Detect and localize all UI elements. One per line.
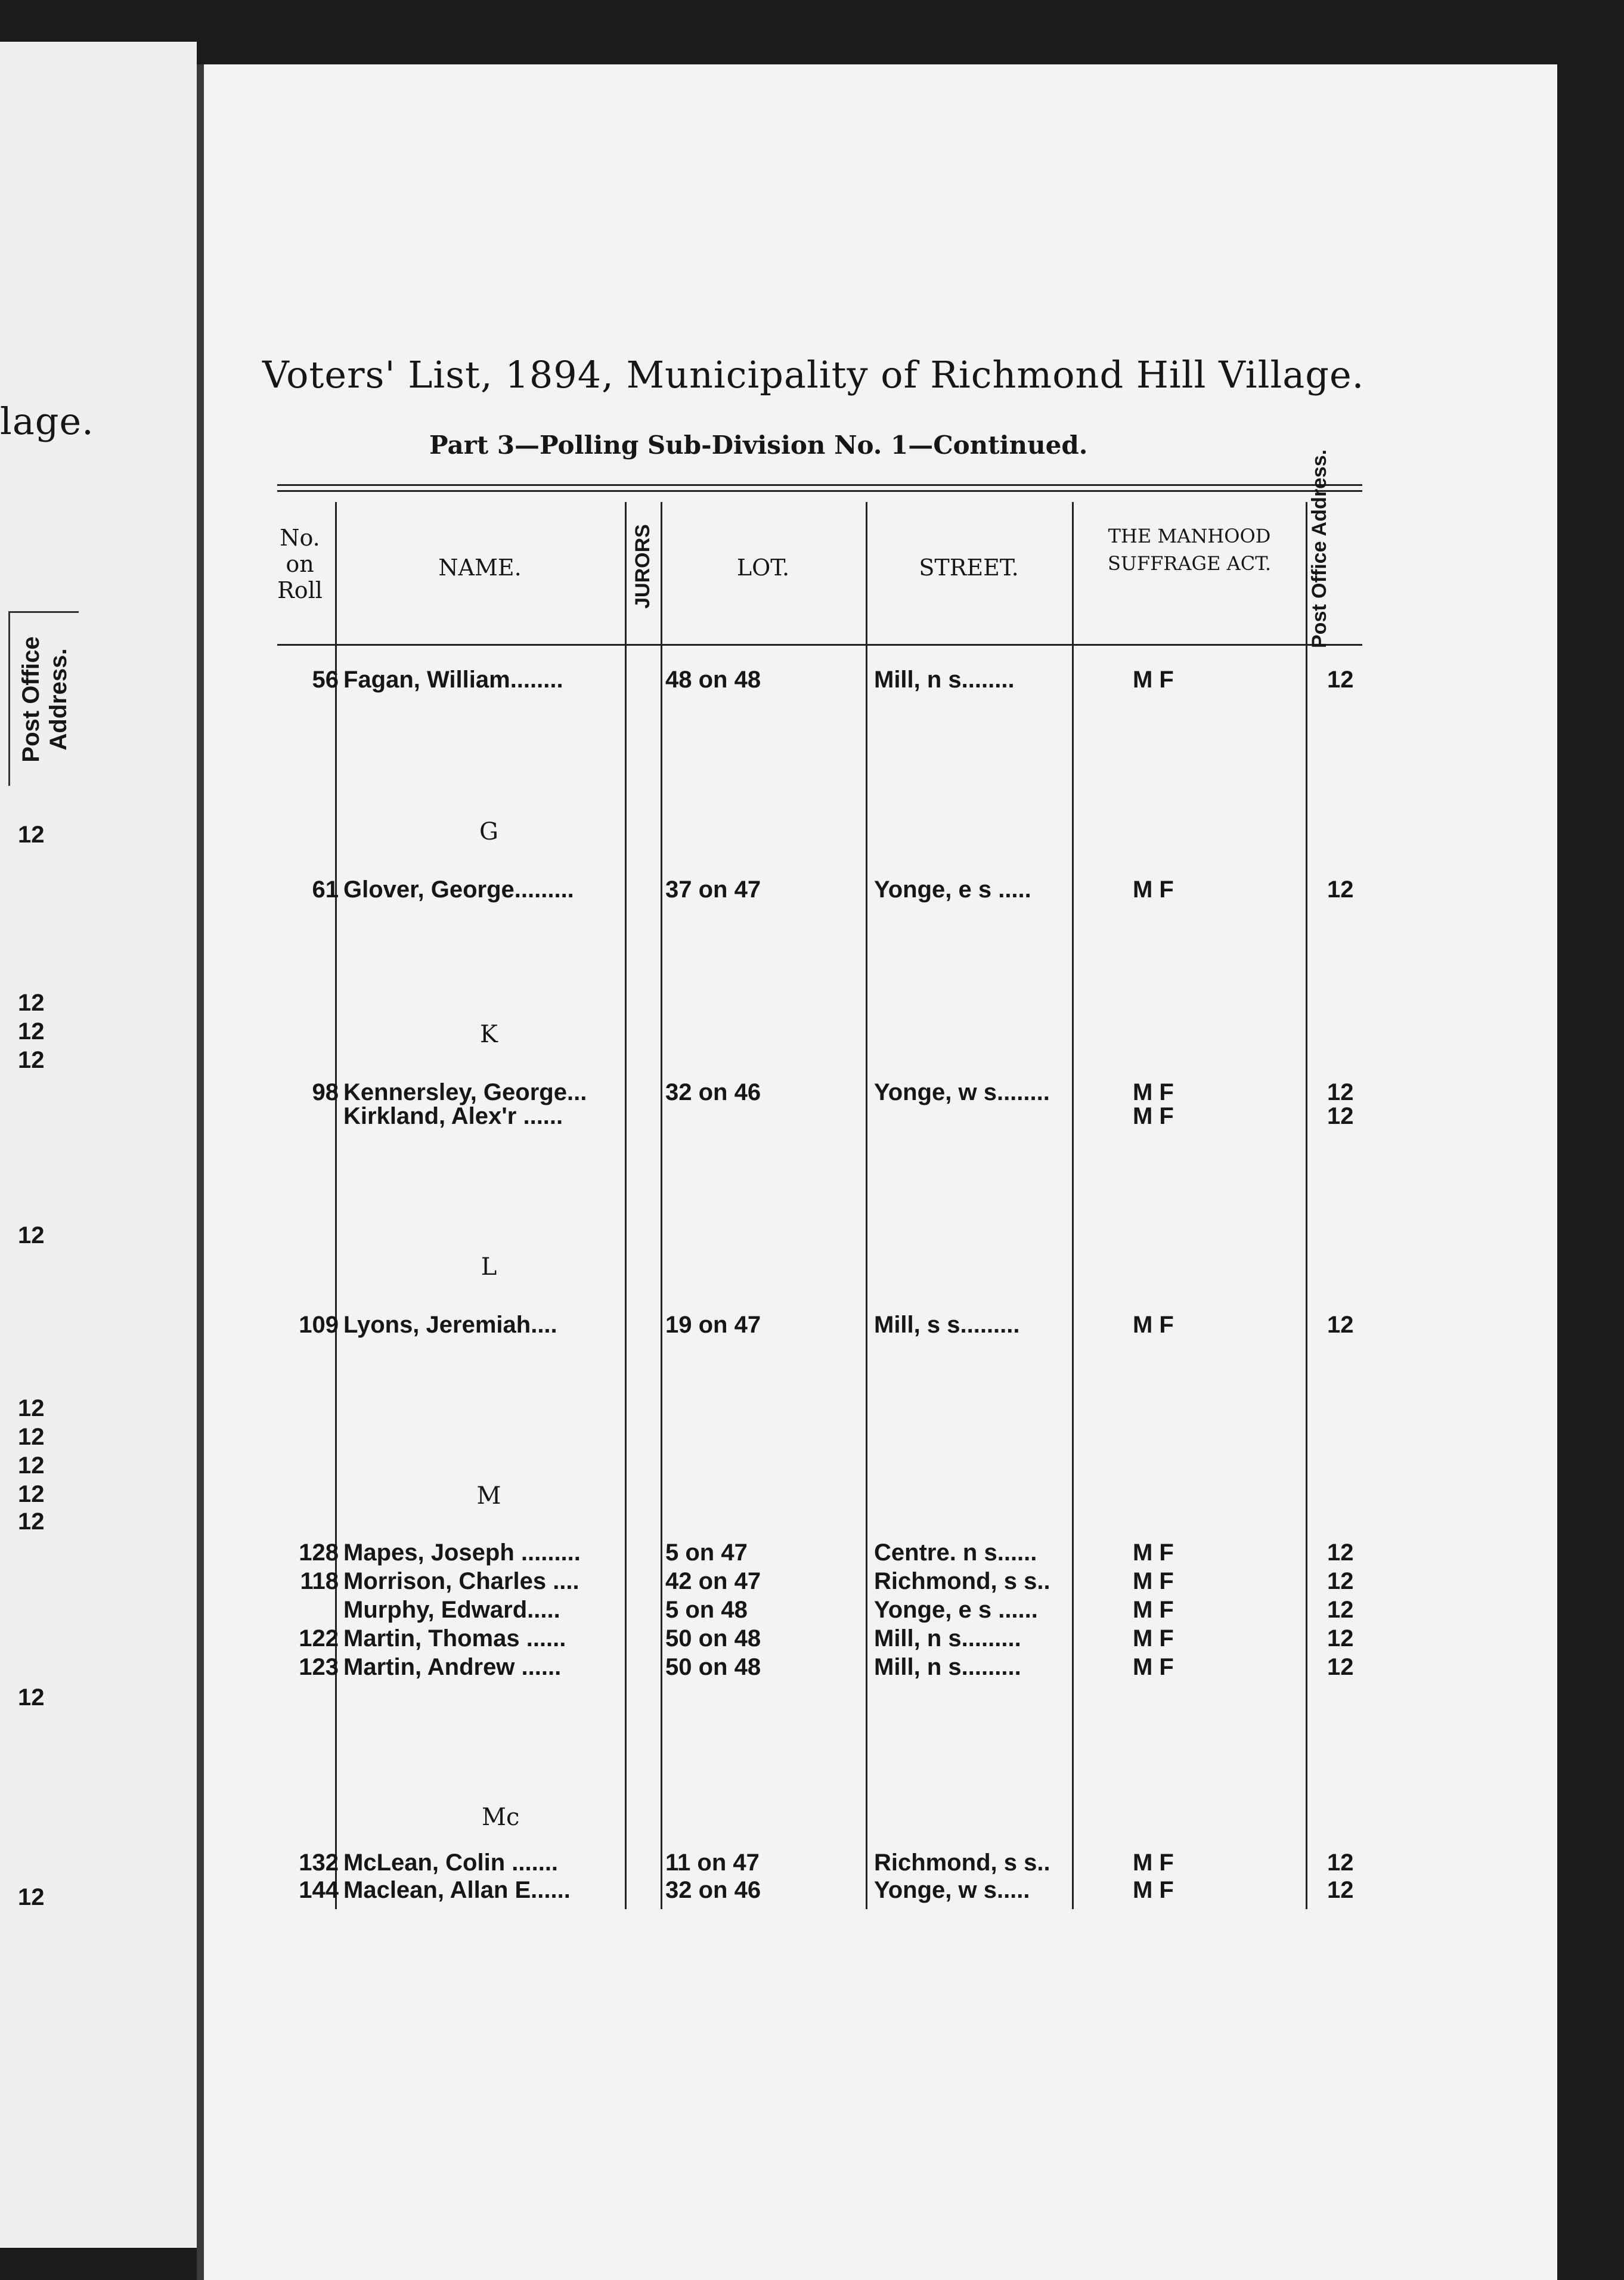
voter-street: Yonge, w s........ bbox=[874, 1079, 1050, 1105]
previous-page-post-office-value: 12 bbox=[18, 1884, 45, 1910]
header-rule-top bbox=[277, 484, 1362, 486]
voter-name: Martin, Thomas ...... bbox=[343, 1625, 566, 1652]
voter-po: 12 bbox=[1327, 1079, 1354, 1105]
voter-act: M F bbox=[1133, 1103, 1174, 1129]
voter-po: 12 bbox=[1327, 876, 1354, 903]
voter-lot: 32 on 46 bbox=[665, 1877, 761, 1903]
previous-page-post-office-value: 12 bbox=[18, 1481, 45, 1507]
column-divider-jurors bbox=[661, 502, 662, 1909]
voter-name: Morrison, Charles .... bbox=[343, 1568, 579, 1594]
voter-po: 12 bbox=[1327, 1312, 1354, 1338]
voter-roll: 132 bbox=[299, 1850, 339, 1876]
previous-page bbox=[0, 42, 197, 2248]
previous-page-post-office-value: 12 bbox=[18, 1018, 45, 1045]
voter-lot: 19 on 47 bbox=[665, 1312, 761, 1338]
voter-name: Martin, Andrew ...... bbox=[343, 1654, 562, 1680]
voter-roll: 98 bbox=[312, 1079, 339, 1105]
header-jurors: JURORS bbox=[631, 524, 654, 609]
voter-lot: 5 on 47 bbox=[665, 1539, 748, 1566]
voter-po: 12 bbox=[1327, 1654, 1354, 1680]
voter-act: M F bbox=[1133, 1625, 1174, 1652]
section-letter: Mc bbox=[482, 1804, 520, 1831]
voter-street: Yonge, e s ..... bbox=[874, 876, 1031, 903]
voter-lot: 32 on 46 bbox=[665, 1079, 761, 1105]
previous-page-post-office-value: 12 bbox=[18, 1424, 45, 1450]
voter-street: Mill, s s......... bbox=[874, 1312, 1020, 1338]
voter-po: 12 bbox=[1327, 1625, 1354, 1652]
voter-act: M F bbox=[1133, 876, 1174, 903]
header-name: NAME. bbox=[438, 554, 522, 581]
previous-page-post-office-value: 12 bbox=[18, 1684, 45, 1711]
voter-act: M F bbox=[1133, 1877, 1174, 1903]
voter-name: Glover, George......... bbox=[343, 876, 574, 903]
header-street: STREET. bbox=[919, 554, 1019, 581]
previous-page-title-fragment: lage. bbox=[0, 399, 94, 443]
section-letter: M bbox=[476, 1482, 501, 1510]
previous-page-post-office-value: 12 bbox=[18, 1047, 45, 1073]
voter-roll: 122 bbox=[299, 1625, 339, 1652]
voter-street: Richmond, s s.. bbox=[874, 1850, 1050, 1876]
voter-act: M F bbox=[1133, 1079, 1174, 1105]
voter-roll: 109 bbox=[299, 1312, 339, 1338]
header-no-on-roll: No. on Roll bbox=[277, 525, 323, 603]
voter-po: 12 bbox=[1327, 1103, 1354, 1129]
voter-roll: 123 bbox=[299, 1654, 339, 1680]
header-rule-bottom bbox=[277, 644, 1362, 646]
header-post-office-address: Post Office Address. bbox=[1308, 449, 1331, 648]
voter-street: Mill, n s......... bbox=[874, 1625, 1021, 1652]
column-divider-street bbox=[1072, 502, 1074, 1909]
voter-name: Fagan, William........ bbox=[343, 667, 563, 693]
section-letter: K bbox=[480, 1021, 498, 1048]
voter-name: Lyons, Jeremiah.... bbox=[343, 1312, 557, 1338]
voter-name: Kirkland, Alex'r ...... bbox=[343, 1103, 563, 1129]
previous-page-post-office-value: 12 bbox=[18, 1395, 45, 1421]
voter-roll: 56 bbox=[312, 667, 339, 693]
voter-act: M F bbox=[1133, 1597, 1174, 1623]
voter-lot: 11 on 47 bbox=[665, 1850, 760, 1876]
previous-page-post-office-value: 12 bbox=[18, 822, 45, 848]
voter-roll: 61 bbox=[312, 876, 339, 903]
voter-lot: 42 on 47 bbox=[665, 1568, 761, 1594]
previous-page-column-header bbox=[8, 611, 79, 786]
previous-page-header-label: Post Office Address. bbox=[17, 636, 72, 763]
voter-name: Mapes, Joseph ......... bbox=[343, 1539, 581, 1566]
voter-act: M F bbox=[1133, 1568, 1174, 1594]
voter-po: 12 bbox=[1327, 1597, 1354, 1623]
previous-page-post-office-value: 12 bbox=[18, 1452, 45, 1479]
voter-lot: 48 on 48 bbox=[665, 667, 761, 693]
voter-act: M F bbox=[1133, 667, 1174, 693]
voter-name: Kennersley, George... bbox=[343, 1079, 587, 1105]
previous-page-post-office-value: 12 bbox=[18, 1508, 45, 1535]
voter-name: Maclean, Allan E...... bbox=[343, 1877, 571, 1903]
header-rule-top-2 bbox=[277, 490, 1362, 492]
previous-page-post-office-value: 12 bbox=[18, 990, 45, 1016]
voter-po: 12 bbox=[1327, 667, 1354, 693]
voter-lot: 5 on 48 bbox=[665, 1597, 748, 1623]
column-divider-lot bbox=[866, 502, 867, 1909]
voter-act: M F bbox=[1133, 1539, 1174, 1566]
voter-street: Yonge, w s..... bbox=[874, 1877, 1030, 1903]
voter-act: M F bbox=[1133, 1654, 1174, 1680]
section-letter: L bbox=[481, 1253, 497, 1281]
header-manhood-suffrage-act: THE MANHOOD SUFFRAGE ACT. bbox=[1108, 525, 1271, 575]
voter-name: Murphy, Edward..... bbox=[343, 1597, 560, 1623]
section-letter: G bbox=[479, 818, 498, 845]
header-lot: LOT. bbox=[736, 554, 790, 581]
page-title: Voters' List, 1894, Municipality of Richmond Hill Village. bbox=[262, 353, 1365, 396]
voter-street: Centre. n s...... bbox=[874, 1539, 1037, 1566]
voter-lot: 50 on 48 bbox=[665, 1654, 761, 1680]
voter-act: M F bbox=[1133, 1850, 1174, 1876]
voter-act: M F bbox=[1133, 1312, 1174, 1338]
voter-po: 12 bbox=[1327, 1568, 1354, 1594]
column-divider-act bbox=[1306, 502, 1307, 1909]
voter-roll: 144 bbox=[299, 1877, 339, 1903]
voter-lot: 37 on 47 bbox=[665, 876, 761, 903]
page-subtitle: Part 3—Polling Sub-Division No. 1—Continued. bbox=[429, 430, 1088, 460]
voter-roll: 128 bbox=[299, 1539, 339, 1566]
voter-roll: 118 bbox=[300, 1568, 339, 1594]
voter-street: Yonge, e s ...... bbox=[874, 1597, 1038, 1623]
voter-street: Mill, n s........ bbox=[874, 667, 1015, 693]
voter-lot: 50 on 48 bbox=[665, 1625, 761, 1652]
voter-street: Mill, n s......... bbox=[874, 1654, 1021, 1680]
column-divider-name bbox=[625, 502, 627, 1909]
column-divider-roll bbox=[335, 502, 337, 1909]
document-page bbox=[197, 64, 1557, 2280]
voter-po: 12 bbox=[1327, 1539, 1354, 1566]
voter-street: Richmond, s s.. bbox=[874, 1568, 1050, 1594]
voter-name: McLean, Colin ....... bbox=[343, 1850, 559, 1876]
voter-po: 12 bbox=[1327, 1877, 1354, 1903]
previous-page-post-office-value: 12 bbox=[18, 1222, 45, 1249]
voter-po: 12 bbox=[1327, 1850, 1354, 1876]
